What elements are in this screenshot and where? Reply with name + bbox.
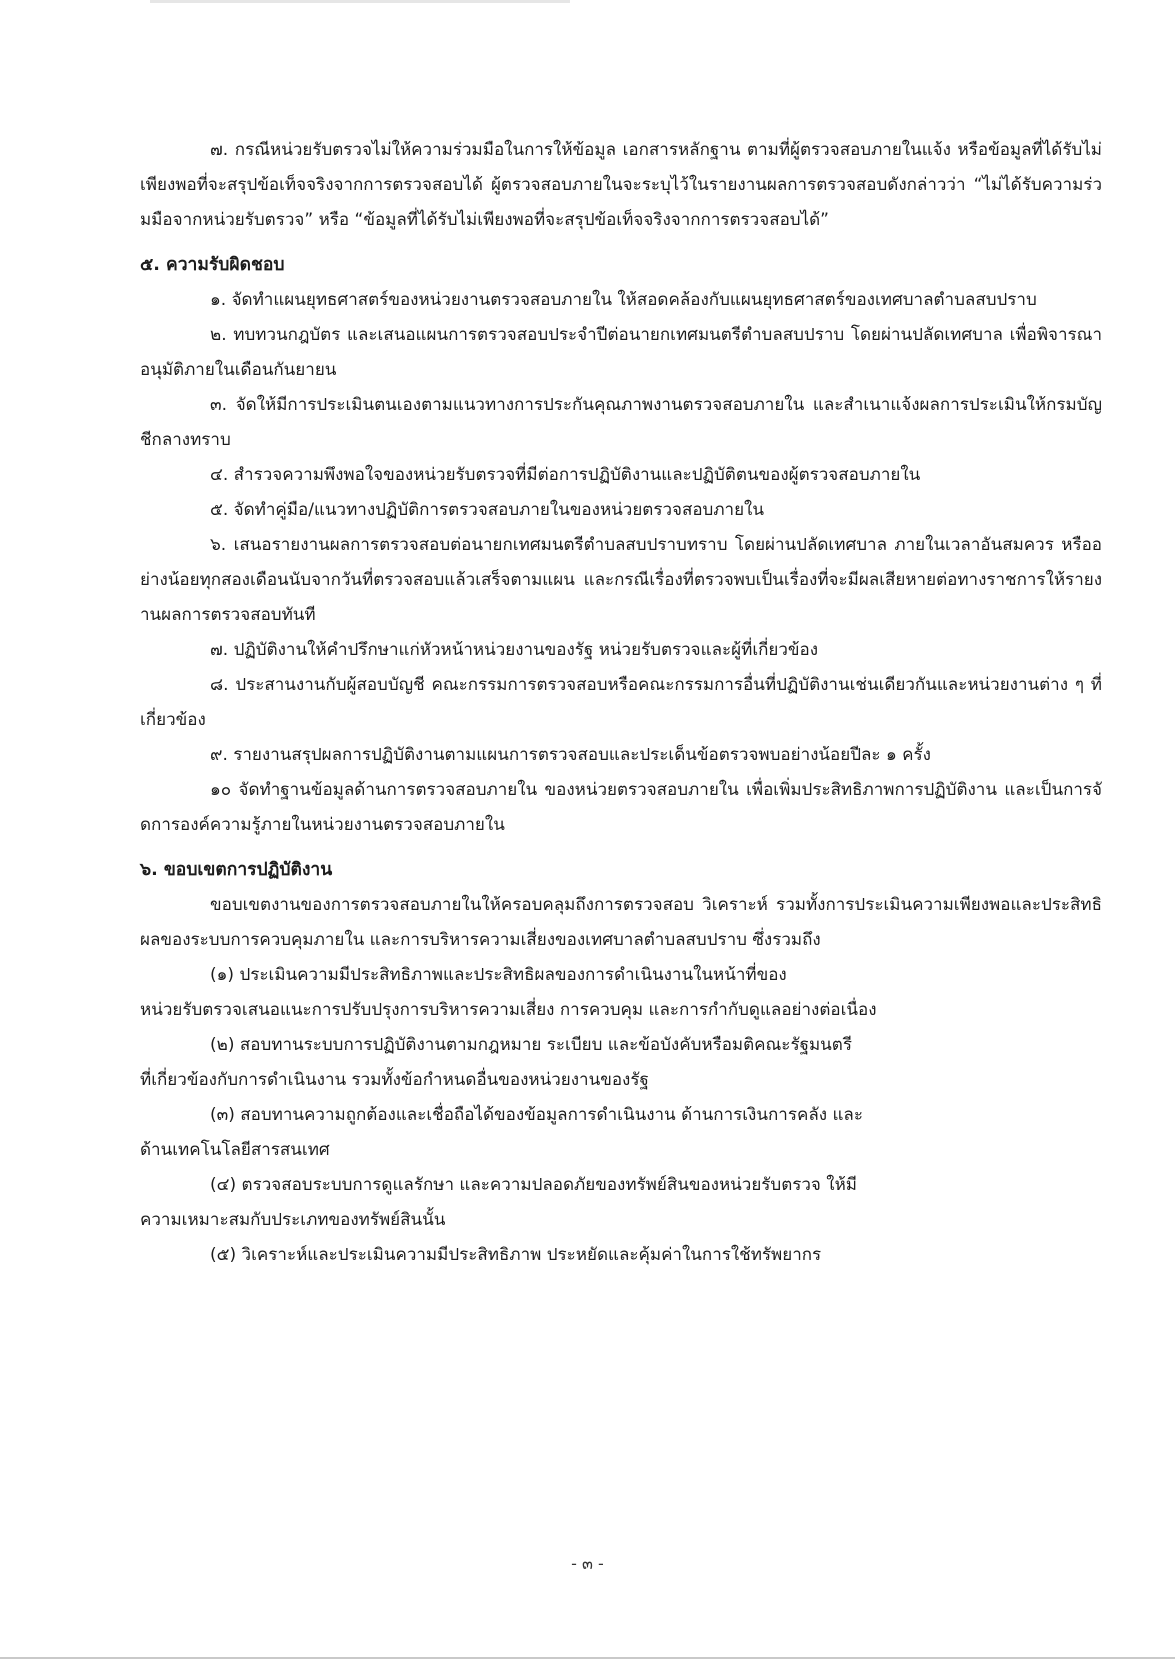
scope-item — [140, 1028, 1102, 1098]
document-page — [140, 133, 1102, 1273]
scope-item-line: (๑) ประเมินความมีประสิทธิภาพและประสิทธิผลของการดำเนินงานในหน้าที่ของ — [210, 965, 787, 985]
page-number: - ๓ - — [571, 1554, 604, 1573]
section-6-intro: ขอบเขตงานของการตรวจสอบภายในให้ครอบคลุมถึงการตรวจสอบ วิเคราะห์ รวมทั้งการประเมินความเพียงพอและประสิทธิผลของระบบการควบคุมภายใน และการบริหารความเสี่ยงของเทศบาลตำบลสบปราบ ซึ่งรวมถึง — [140, 895, 1102, 950]
scope-item — [140, 958, 1102, 1028]
section-6-heading: ๖. ขอบเขตการปฏิบัติงาน — [140, 860, 333, 880]
section-5-item: ๕. จัดทำคู่มือ/แนวทางปฏิบัติการตรวจสอบภายในของหน่วยตรวจสอบภายใน — [210, 500, 764, 520]
section-5-item: ๘. ประสานงานกับผู้สอบบัญชี คณะกรรมการตรวจสอบหรือคณะกรรมการอื่นที่ปฏิบัติงานเช่นเดียวกันและหน่วยงานต่าง ๆ ที่เกี่ยวข้อง — [140, 675, 1102, 730]
section-6 — [140, 853, 1102, 1273]
scope-item-continuation: ความเหมาะสมกับประเภทของทรัพย์สินนั้น — [140, 1210, 446, 1230]
section-5-heading: ๕. ความรับผิดชอบ — [140, 255, 285, 275]
intro-item: ๗. กรณีหน่วยรับตรวจไม่ให้ความร่วมมือในการให้ข้อมูล เอกสารหลักฐาน ตามที่ผู้ตรวจสอบภายในแจ้ง หรือข้อมูลที่ได้รับไม่เพียงพอที่จะสรุปข้อเท็จจริงจากการตรวจสอบได้ ผู้ตรวจสอบภายในจะระบุไว้ในรายงานผลการตรวจสอบดังกล่าวว่า “ไม่ได้รับความร่วมมือจากหน่วยรับตรวจ” หรือ “ข้อมูลที่ได้รับไม่เพียงพอที่จะสรุปข้อเท็จจริงจากการตรวจสอบได้” — [140, 140, 1102, 230]
scope-item-line: (๓) สอบทานความถูกต้องและเชื่อถือได้ของข้อมูลการดำเนินงาน ด้านการเงินการคลัง และ — [210, 1105, 863, 1125]
scope-item — [140, 1168, 1102, 1238]
scope-item — [140, 1098, 1102, 1168]
section-5-item: ๖. เสนอรายงานผลการตรวจสอบต่อนายกเทศมนตรีตำบลสบปราบทราบ โดยผ่านปลัดเทศบาล ภายในเวลาอันสมควร หรืออย่างน้อยทุกสองเดือนนับจากวันที่ตรวจสอบแล้วเสร็จตามแผน และกรณีเรื่องที่ตรวจพบเป็นเรื่องที่จะมีผลเสียหายต่อทางราชการให้รายงานผลการตรวจสอบทันที — [140, 535, 1102, 625]
section-5 — [140, 248, 1102, 843]
section-5-item: ๗. ปฏิบัติงานให้คำปรึกษาแก่หัวหน้าหน่วยงานของรัฐ หน่วยรับตรวจและผู้ที่เกี่ยวข้อง — [210, 640, 819, 660]
scope-item-line: (๕) วิเคราะห์และประเมินความมีประสิทธิภาพ ประหยัดและคุ้มค่าในการใช้ทรัพยากร — [210, 1245, 822, 1265]
section-5-item: ๑๐ จัดทำฐานข้อมูลด้านการตรวจสอบภายใน ของหน่วยตรวจสอบภายใน เพื่อเพิ่มประสิทธิภาพการปฏิบัติงาน และเป็นการจัดการองค์ความรู้ภายในหน่วยงานตรวจสอบภายใน — [140, 780, 1102, 835]
scope-item-continuation: ที่เกี่ยวข้องกับการดำเนินงาน รวมทั้งข้อกำหนดอื่นของหน่วยงานของรัฐ — [140, 1070, 649, 1090]
scope-item-continuation: หน่วยรับตรวจเสนอแนะการปรับปรุงการบริหารความเสี่ยง การควบคุม และการกำกับดูแลอย่างต่อเนื่อง — [140, 1000, 877, 1020]
section-5-item: ๒. ทบทวนกฎบัตร และเสนอแผนการตรวจสอบประจำปีต่อนายกเทศมนตรีตำบลสบปราบ โดยผ่านปลัดเทศบาล เพื่อพิจารณาอนุมัติภายในเดือนกันยายน — [140, 325, 1102, 380]
scan-top-edge — [150, 0, 570, 3]
scope-item-continuation: ด้านเทคโนโลยีสารสนเทศ — [140, 1140, 330, 1160]
scope-item-line: (๒) สอบทานระบบการปฏิบัติงานตามกฎหมาย ระเบียบ และข้อบังคับหรือมติคณะรัฐมนตรี — [210, 1035, 852, 1055]
scope-item — [140, 1238, 1102, 1273]
section-5-item: ๙. รายงานสรุปผลการปฏิบัติงานตามแผนการตรวจสอบและประเด็นข้อตรวจพบอย่างน้อยปีละ ๑ ครั้ง — [210, 745, 931, 765]
scan-bottom-edge — [0, 1657, 1175, 1659]
scope-item-line: (๔) ตรวจสอบระบบการดูแลรักษา และความปลอดภัยของทรัพย์สินของหน่วยรับตรวจ ให้มี — [210, 1175, 858, 1195]
section-5-item: ๔. สำรวจความพึงพอใจของหน่วยรับตรวจที่มีต่อการปฏิบัติงานและปฏิบัติตนของผู้ตรวจสอบภายใน — [210, 465, 921, 485]
section-5-item: ๓. จัดให้มีการประเมินตนเองตามแนวทางการประกันคุณภาพงานตรวจสอบภายใน และสำเนาแจ้งผลการประเมินให้กรมบัญชีกลางทราบ — [140, 395, 1102, 450]
section-5-item: ๑. จัดทำแผนยุทธศาสตร์ของหน่วยงานตรวจสอบภายใน ให้สอดคล้องกับแผนยุทธศาสตร์ของเทศบาลตำบลสบปราบ — [210, 290, 1037, 310]
